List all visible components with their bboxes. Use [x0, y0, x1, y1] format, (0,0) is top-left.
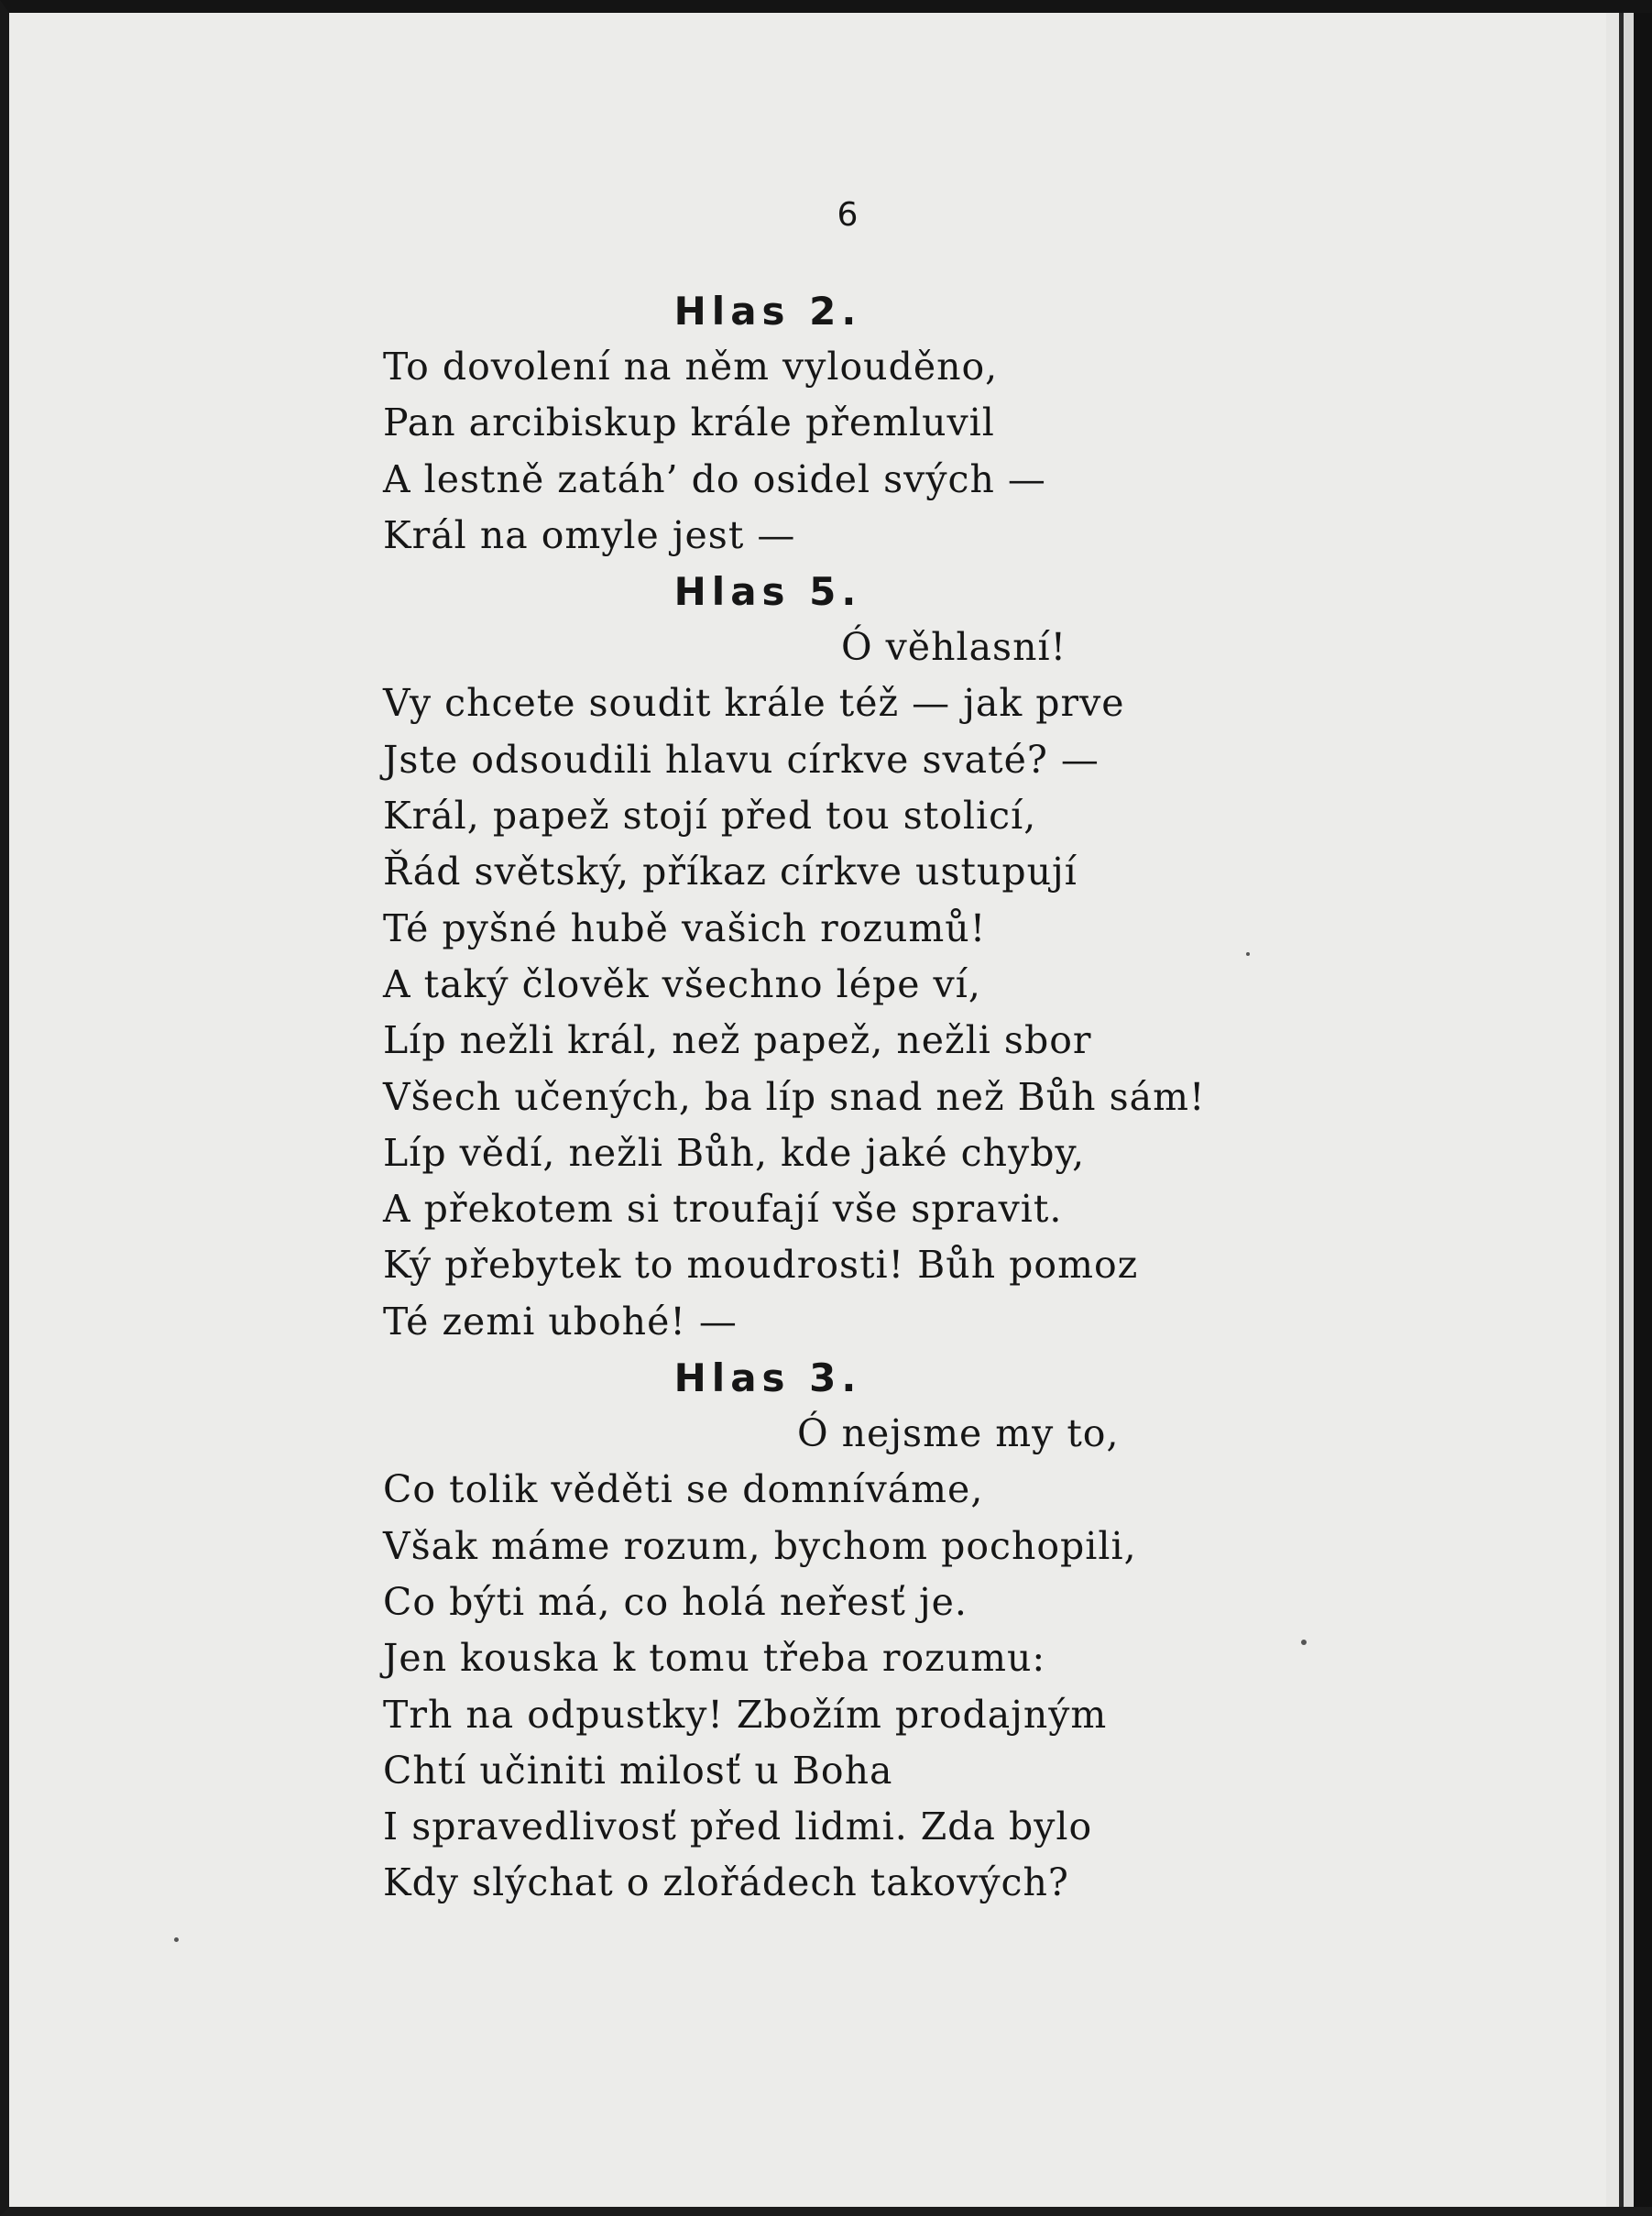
verse-line: Však máme rozum, bychom pochopili,	[383, 1523, 1137, 1568]
verse-line: Vy chcete soudit krále též — jak prve	[383, 681, 1125, 726]
page-edge-shadow	[1606, 13, 1652, 2216]
verse-line: To dovolení na něm vylouděno,	[383, 345, 999, 389]
paper-speck	[1301, 1640, 1307, 1645]
verse-line: Ó věhlasní!	[841, 625, 1067, 670]
verse-line: Té pyšné hubě vašich rozumů!	[383, 905, 987, 950]
verse-line: Té zemi ubohé! —	[383, 1299, 738, 1344]
poem-text	[383, 283, 1299, 1912]
verse-line: Líp nežli král, než papež, nežli sbor	[383, 1018, 1092, 1063]
verse-line: A lestně zatáh’ do osidel svých —	[383, 456, 1046, 501]
verse-line: Pan arcibiskup krále přemluvil	[383, 400, 995, 445]
paper-speck	[174, 1937, 179, 1942]
verse-line: A taký člověk všechno lépe ví,	[383, 961, 981, 1006]
speaker-heading: Hlas 2.	[673, 289, 862, 334]
verse-line: Jste odsoudili hlavu církve svaté? —	[383, 737, 1100, 782]
verse-line: I spravedlivosť před lidmi. Zda bylo	[383, 1805, 1093, 1849]
verse-line: Král na omyle jest —	[383, 512, 796, 557]
verse-line: Ký přebytek to moudrosti! Bůh pomoz	[383, 1243, 1139, 1288]
verse-line: Král, papež stojí před tou stolicí,	[383, 794, 1037, 839]
verse-line: Co býti má, co holá neřesť je.	[383, 1579, 968, 1624]
verse-line: Trh na odpustky! Zbožím prodajným	[383, 1692, 1108, 1737]
verse-line: A překotem si troufají vše spravit.	[383, 1187, 1063, 1232]
verse-line: Řád světský, příkaz církve ustupují	[383, 850, 1078, 894]
verse-line: Chtí učiniti milosť u Boha	[383, 1748, 893, 1793]
speaker-heading: Hlas 5.	[673, 569, 862, 615]
page-number: 6	[837, 196, 859, 234]
verse-line: Jen kouska k tomu třeba rozumu:	[383, 1636, 1046, 1681]
verse-line: Všech učených, ba líp snad než Bůh sám!	[383, 1074, 1206, 1119]
speaker-heading: Hlas 3.	[673, 1355, 862, 1401]
verse-line: Co tolik věděti se domníváme,	[383, 1467, 984, 1512]
verse-line: Ó nejsme my to,	[797, 1411, 1120, 1456]
verse-line: Líp vědí, nežli Bůh, kde jaké chyby,	[383, 1130, 1086, 1175]
verse-line: Kdy slýchat o zlořádech takových?	[383, 1860, 1069, 1905]
